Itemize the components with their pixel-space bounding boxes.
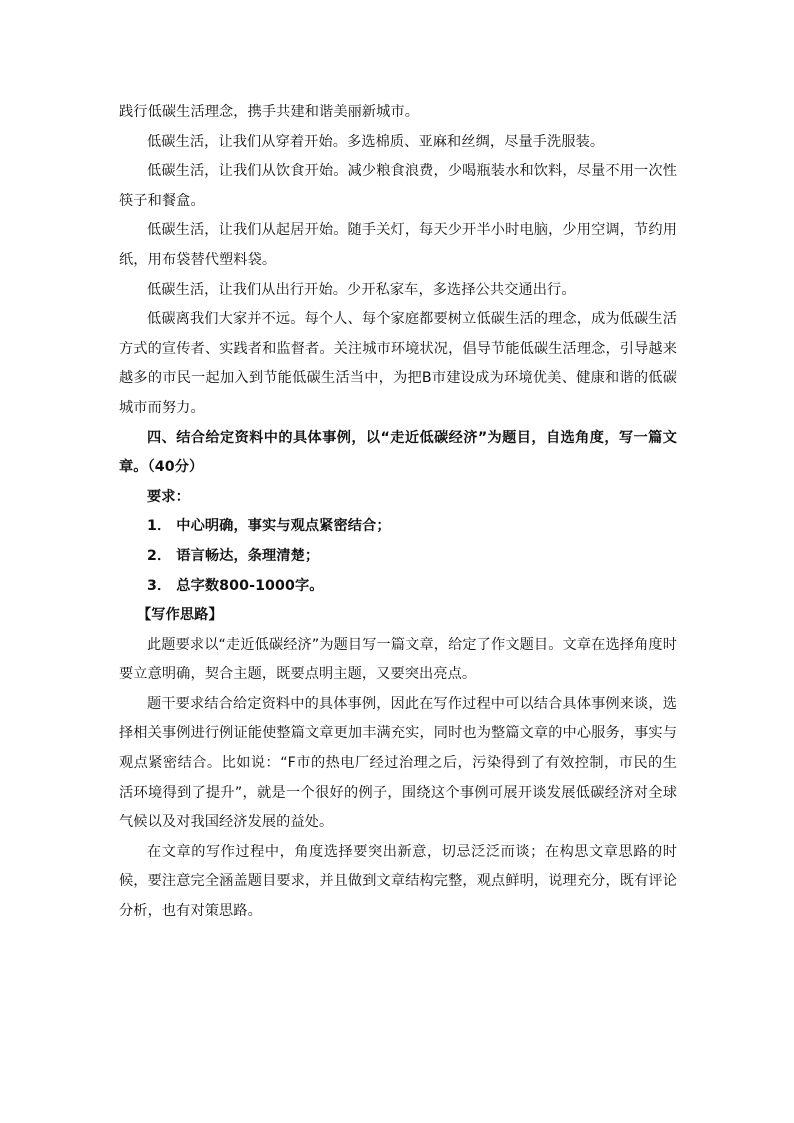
requirement-item: 2． 语言畅达，条理清楚；: [147, 547, 320, 564]
question-four: 四、结合给定资料中的具体事例，以“走近低碳经济”为题目，自选角度，写一篇文章。（40分）: [119, 429, 677, 476]
requirements-label: 要求：: [147, 488, 190, 505]
analysis-paragraph: 题干要求结合给定资料中的具体事例，因此在写作过程中可以结合具体事例来谈，选择相关事例进行例证能使整篇文章更加丰满充实，同时也为整篇文章的中心服务，事实与观点紧密结合。比如说：“F市的热电厂经过治理之后，污染得到了有效控制，市民的生活环境得到了提升”，就是一个很好的例子，围绕这个事例可展开谈发展低碳经济对全球气候以及对我国经济发展的益处。: [119, 695, 677, 831]
paragraph-conclusion: 低碳离我们大家并不远。每个人、每个家庭都要树立低碳生活的理念，成为低碳生活方式的宣传者、实践者和监督者。关注城市环境状况，倡导节能低碳生活理念，引导越来越多的市民一起加入到节能低碳生活当中，为把B市建设成为环境优美、健康和谐的低碳城市而努力。: [119, 311, 677, 416]
analysis-paragraph: 此题要求以“走近低碳经济”为题目写一篇文章，给定了作文题目。文章在选择角度时要立意明确，契合主题，既要点明主题，又要突出亮点。: [119, 636, 677, 683]
requirement-item: 1． 中心明确，事实与观点紧密结合；: [147, 518, 391, 535]
analysis-paragraph: 在文章的写作过程中，角度选择要突出新意，切忌泛泛而谈；在构思文章思路的时候，要注意完全涵盖题目要求，并且做到文章结构完整，观点鲜明，说理充分，既有评论分析，也有对策思路。: [119, 843, 677, 920]
section-heading: 【写作思路】: [137, 607, 223, 624]
requirement-item: 3． 总字数800-1000字。: [147, 577, 324, 594]
paragraph-continuation: 践行低碳生活理念，携手共建和谐美丽新城市。: [119, 104, 420, 120]
paragraph-living: 低碳生活，让我们从起居开始。随手关灯，每天少开半小时电脑，少用空调，节约用纸，用布袋替代塑料袋。: [119, 222, 677, 268]
document-page: [119, 98, 677, 927]
paragraph-travel: 低碳生活，让我们从出行开始。少开私家车，多选择公共交通出行。: [147, 281, 576, 298]
paragraph-diet: 低碳生活，让我们从饮食开始。减少粮食浪费，少喝瓶装水和饮料，尽量不用一次性筷子和餐盒。: [119, 163, 677, 209]
paragraph-clothing: 低碳生活，让我们从穿着开始。多选棉质、亚麻和丝绸，尽量手洗服装。: [147, 133, 605, 150]
